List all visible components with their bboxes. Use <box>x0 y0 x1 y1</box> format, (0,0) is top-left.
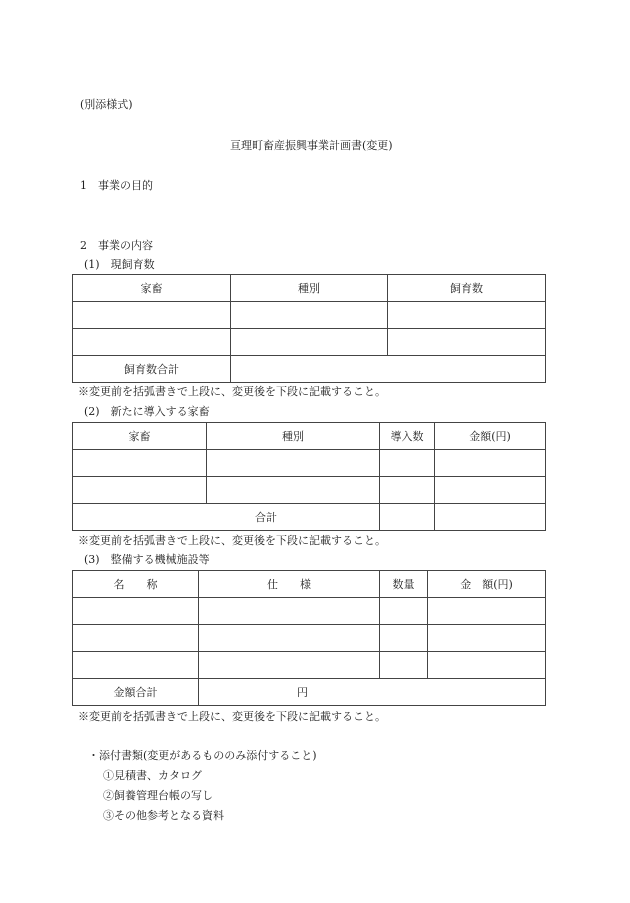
column-header: 家畜 <box>73 423 207 450</box>
table-cell <box>73 329 231 356</box>
table-cell <box>388 329 546 356</box>
table-cell <box>435 450 546 477</box>
table-cell <box>231 302 388 329</box>
section1-heading: 1 事業の目的 <box>80 179 153 192</box>
total-label: 合計 <box>73 504 380 531</box>
table-cell <box>207 450 380 477</box>
attachment-item: ①見積書、カタログ <box>103 769 202 782</box>
page-title: 亘理町畜産振興事業計画書(変更) <box>230 139 393 152</box>
column-header: 導入数 <box>380 423 435 450</box>
section2-heading: 2 事業の内容 <box>80 239 153 252</box>
table-cell <box>388 302 546 329</box>
table-cell <box>428 598 546 625</box>
table-cell <box>207 477 380 504</box>
part1-heading: (1) 現飼育数 <box>84 258 155 271</box>
column-header: 金 額(円) <box>428 571 546 598</box>
attachment-item: ③その他参考となる資料 <box>103 809 224 822</box>
table-cell <box>199 625 380 652</box>
table-cell <box>380 625 428 652</box>
column-header: 金額(円) <box>435 423 546 450</box>
attachment-item: ②飼養管理台帳の写し <box>103 789 213 802</box>
equipment-table <box>72 570 546 706</box>
table-cell <box>380 504 435 531</box>
part2-note: ※変更前を括弧書きで上段に、変更後を下段に記載すること。 <box>78 534 386 547</box>
table-cell <box>73 477 207 504</box>
part3-heading: (3) 整備する機械施設等 <box>84 553 210 566</box>
table-cell <box>380 477 435 504</box>
part2-heading: (2) 新たに導入する家畜 <box>84 405 210 418</box>
column-header: 家畜 <box>73 275 231 302</box>
table-cell <box>73 598 199 625</box>
form-label: (別添様式) <box>80 98 133 111</box>
table-cell <box>73 302 231 329</box>
new-livestock-table <box>72 422 546 531</box>
column-header: 数量 <box>380 571 428 598</box>
column-header: 種別 <box>207 423 380 450</box>
table-cell <box>428 652 546 679</box>
total-unit: 円 <box>199 679 546 706</box>
column-header: 名 称 <box>73 571 199 598</box>
table-cell <box>199 598 380 625</box>
table-cell <box>435 504 546 531</box>
table-cell <box>199 652 380 679</box>
total-label: 金額合計 <box>73 679 199 706</box>
table-cell <box>380 598 428 625</box>
column-header: 仕 様 <box>199 571 380 598</box>
table-cell <box>73 652 199 679</box>
table-cell <box>380 450 435 477</box>
attachments-heading: ・添付書類(変更があるもののみ添付すること) <box>88 749 317 762</box>
part1-note: ※変更前を括弧書きで上段に、変更後を下段に記載すること。 <box>78 385 386 398</box>
table-cell <box>380 652 428 679</box>
total-label: 飼育数合計 <box>73 356 231 383</box>
table-cell <box>231 329 388 356</box>
column-header: 飼育数 <box>388 275 546 302</box>
table-cell <box>435 477 546 504</box>
livestock-count-table <box>72 274 546 383</box>
table-cell <box>73 450 207 477</box>
table-cell <box>73 625 199 652</box>
part3-note: ※変更前を括弧書きで上段に、変更後を下段に記載すること。 <box>78 710 386 723</box>
column-header: 種別 <box>231 275 388 302</box>
total-value-cell <box>231 356 546 383</box>
table-cell <box>428 625 546 652</box>
